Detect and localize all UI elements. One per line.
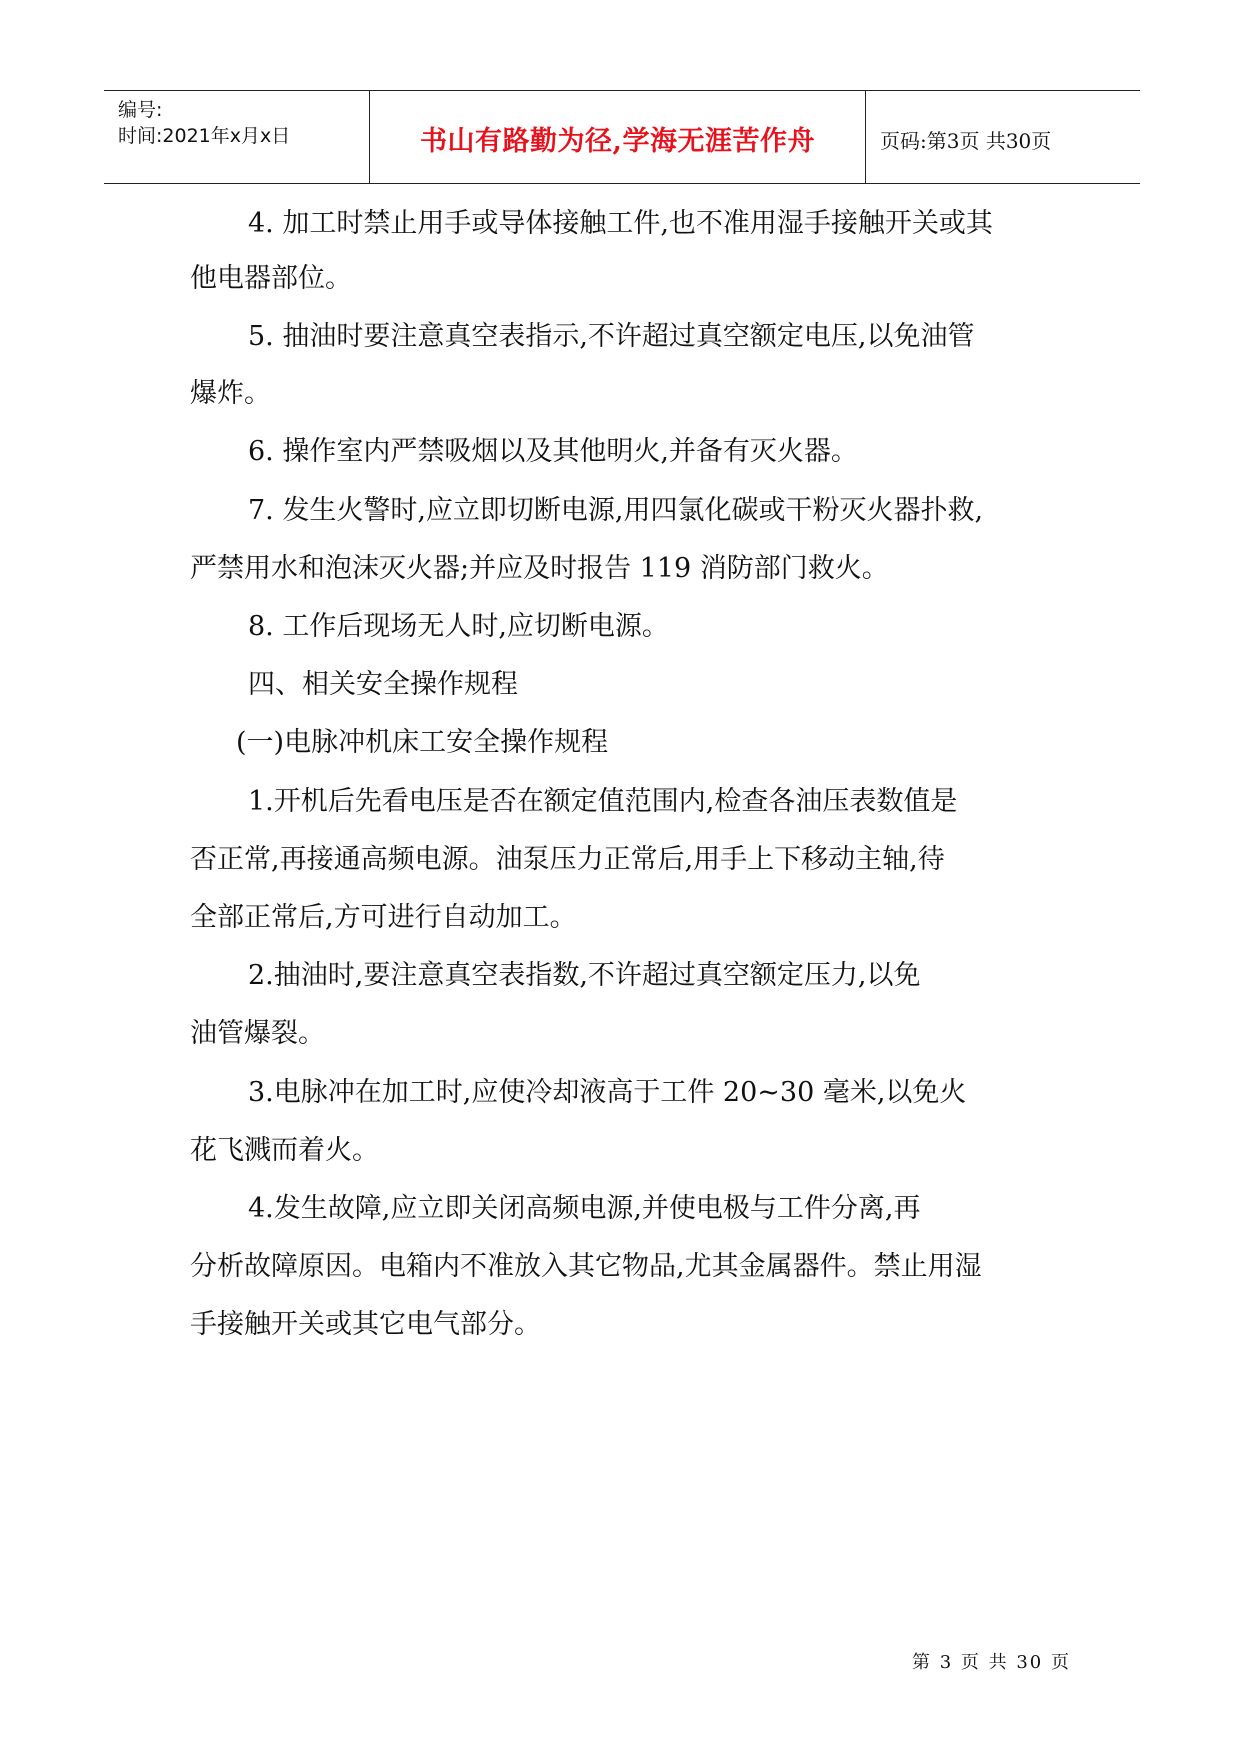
paragraph-line: 4.发生故障,应立即关闭高频电源,并使电极与工件分离,再	[248, 1193, 921, 1224]
paragraph-line: 8. 工作后现场无人时,应切断电源。	[248, 611, 669, 642]
paragraph-line: 5. 抽油时要注意真空表指示,不许超过真空额定电压,以免油管	[248, 321, 975, 352]
paragraph-line: 分析故障原因。电箱内不准放入其它物品,尤其金属器件。禁止用湿	[190, 1251, 982, 1282]
paragraph-line: 全部正常后,方可进行自动加工。	[190, 902, 577, 933]
paragraph-line: 7. 发生火警时,应立即切断电源,用四氯化碳或干粉灭火器扑救,	[248, 495, 984, 526]
page-header	[104, 90, 1140, 184]
paragraph-line: 油管爆裂。	[190, 1018, 325, 1049]
paragraph-line: 6. 操作室内严禁吸烟以及其他明火,并备有灭火器。	[248, 436, 858, 467]
paragraph-line: 1.开机后先看电压是否在额定值范围内,检查各油压表数值是	[248, 786, 958, 817]
paragraph-line: 严禁用水和泡沫灭火器;并应及时报告 119 消防部门救火。	[190, 553, 889, 584]
paragraph-line: 4. 加工时禁止用手或导体接触工件,也不准用湿手接触开关或其	[248, 208, 993, 239]
paragraph-line: 2.抽油时,要注意真空表指数,不许超过真空额定压力,以免	[248, 960, 921, 991]
section-heading: 四、相关安全操作规程	[248, 669, 518, 700]
header-motto-cell	[370, 91, 866, 183]
paragraph-line: 否正常,再接通高频电源。油泵压力正常后,用手上下移动主轴,待	[190, 844, 945, 875]
page-footer: 第 3 页 共 30 页	[912, 1652, 1071, 1673]
subsection-heading: (一)电脉冲机床工安全操作规程	[236, 727, 609, 758]
paragraph-line: 手接触开关或其它电气部分。	[190, 1309, 541, 1340]
paragraph-line: 他电器部位。	[190, 263, 352, 294]
header-motto: 书山有路勤为径,学海无涯苦作舟	[420, 126, 815, 157]
header-page-info: 页码:第3页 共30页	[880, 129, 1052, 153]
paragraph-line: 花飞溅而着火。	[190, 1135, 379, 1166]
paragraph-line: 3.电脉冲在加工时,应使冷却液高于工件 20~30 毫米,以免火	[248, 1077, 967, 1108]
header-page-cell	[866, 91, 1140, 183]
serial-number-label: 编号:	[118, 99, 163, 121]
paragraph-line: 爆炸。	[190, 378, 271, 409]
header-meta-cell	[104, 91, 370, 183]
date-label: 时间:2021年x月x日	[118, 125, 291, 147]
